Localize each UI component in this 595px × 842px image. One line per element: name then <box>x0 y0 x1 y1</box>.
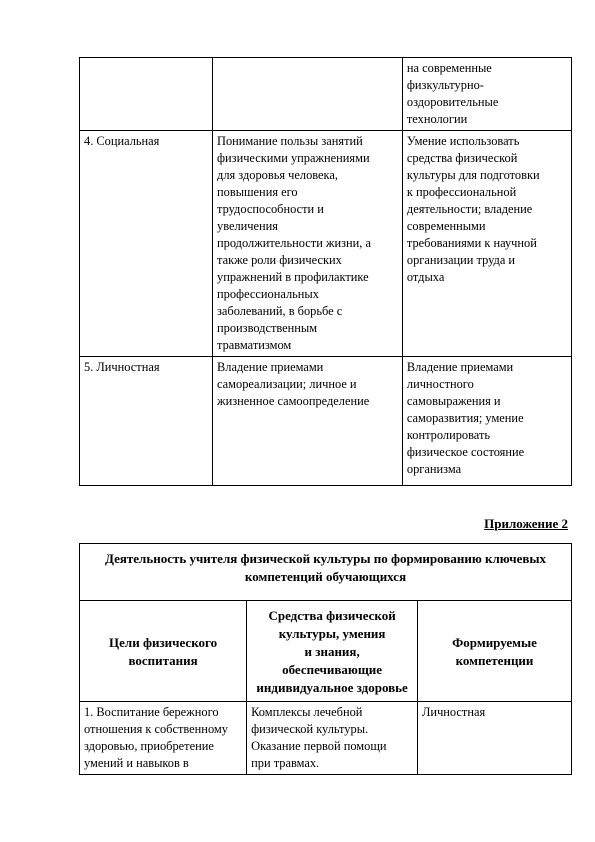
table-cell: 5. Личностная <box>80 357 213 486</box>
table-cell: Комплексы лечебной физической культуры. Оказание первой помощи при травмах. <box>247 702 418 775</box>
table-cell: Владение приемами личностного самовыражения и саморазвития; умение контролировать физическое состояние организма <box>402 357 571 486</box>
column-header: Средства физической культуры, умения и знания, обеспечивающие индивидуальное здоровье <box>247 601 418 702</box>
table-title: Деятельность учителя физической культуры по формированию ключевых компетенций обучающихся <box>80 544 572 601</box>
competencies-table <box>79 57 572 486</box>
table-header-row <box>80 601 572 702</box>
column-header: Цели физического воспитания <box>80 601 247 702</box>
table-cell: Умение использовать средства физической культуры для подготовки к профессиональной деятельности; владение современными требованиями к научной организации труда и отдыха <box>402 131 571 357</box>
table-cell: Владение приемами самореализации; личное и жизненное самоопределение <box>213 357 403 486</box>
table-row <box>80 702 572 775</box>
teacher-activity-table <box>79 543 572 775</box>
table-title-row <box>80 544 572 601</box>
table-cell: Понимание пользы занятий физическими упражнениями для здоровья человека, повышения его трудоспособности и увеличения продолжительности жизни, а также роли физических упражнений в профилактике профессиональных заболеваний, в борьбе с производственным травматизмом <box>213 131 403 357</box>
column-header: Формируемые компетенции <box>418 601 572 702</box>
appendix-label: Приложение 2 <box>484 516 568 531</box>
table-row <box>80 131 572 357</box>
table-row <box>80 58 572 131</box>
table-cell: 1. Воспитание бережного отношения к собственному здоровью, приобретение умений и навыков в <box>80 702 247 775</box>
table-cell <box>213 58 403 131</box>
table-cell: 4. Социальная <box>80 131 213 357</box>
table-cell <box>80 58 213 131</box>
table-row <box>80 357 572 486</box>
table-cell: Личностная <box>418 702 572 775</box>
table-cell: на современные физкультурно- оздоровительные технологии <box>402 58 571 131</box>
